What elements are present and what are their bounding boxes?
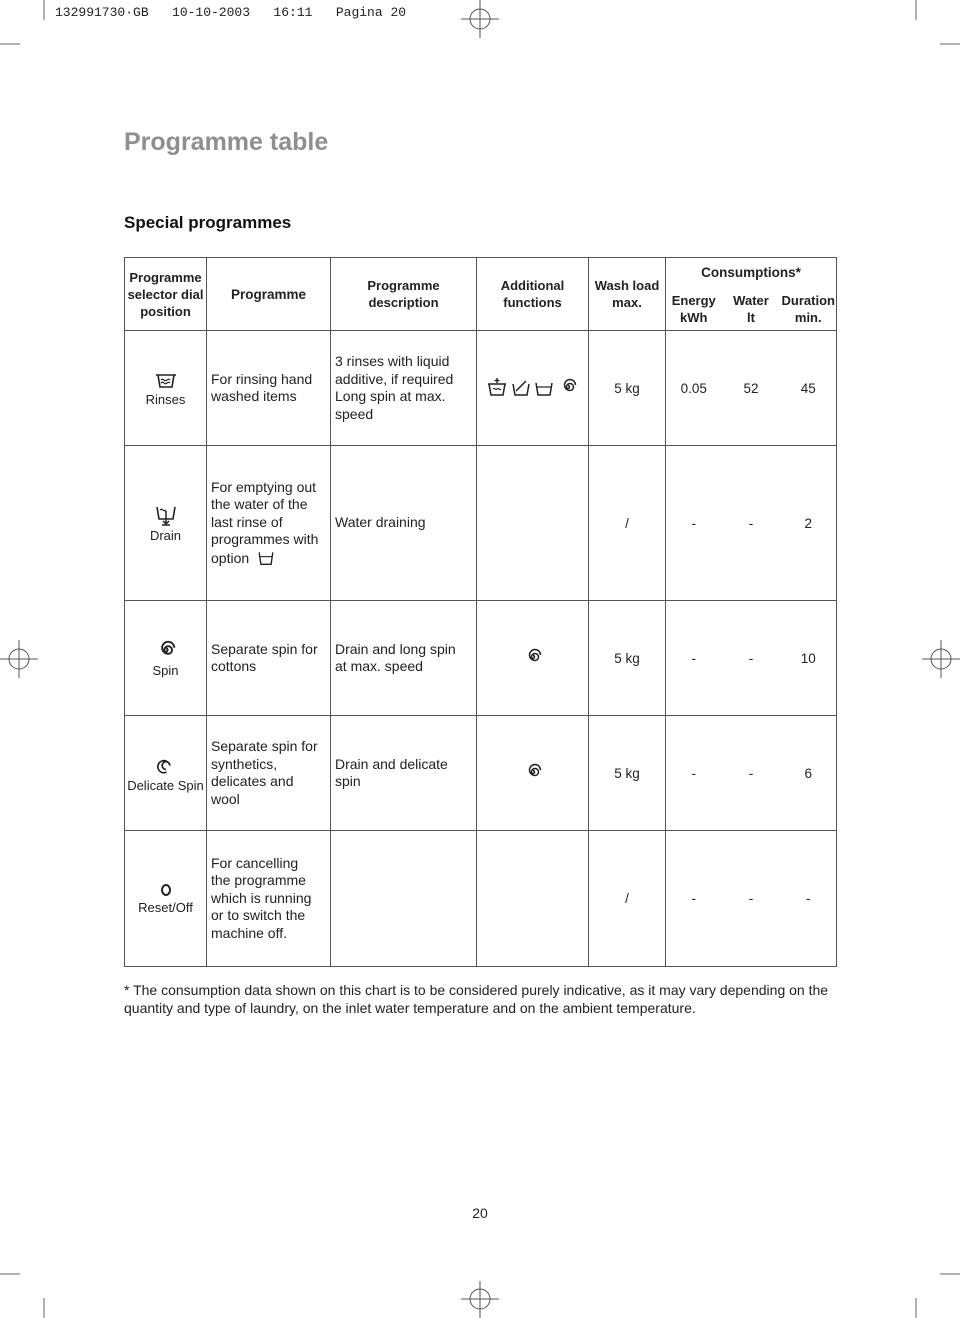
rinse-icon <box>155 370 177 390</box>
row-description: Water draining <box>331 446 477 601</box>
row-energy: 0.05 <box>666 331 722 446</box>
row-functions <box>477 446 589 601</box>
table-row <box>125 331 837 446</box>
row-duration: 10 <box>781 601 837 716</box>
row-position-reset-off: Reset/Off <box>125 831 207 967</box>
row-functions <box>477 831 589 967</box>
header-programme: Programme <box>207 258 331 331</box>
row-position-spin: Spin <box>125 601 207 716</box>
header-consumptions: Consumptions* <box>666 258 837 288</box>
programme-table <box>124 257 837 967</box>
row-washload: / <box>589 831 666 967</box>
row-description <box>331 831 477 967</box>
row-functions <box>477 601 589 716</box>
row-duration: 6 <box>781 716 837 831</box>
drain-icon <box>155 504 177 526</box>
row-washload: 5 kg <box>589 331 666 446</box>
row-washload: 5 kg <box>589 601 666 716</box>
reset-off-icon <box>159 882 173 898</box>
row-duration: 45 <box>781 331 837 446</box>
table-row <box>125 601 837 716</box>
row-washload: 5 kg <box>589 716 666 831</box>
header-duration: Duration min. <box>781 288 837 331</box>
row-energy: - <box>666 601 722 716</box>
delicate-spin-icon <box>155 754 177 776</box>
row-position-drain: Drain <box>125 446 207 601</box>
row-duration: - <box>781 831 837 967</box>
header-washload: Wash load max. <box>589 258 666 331</box>
row-water: - <box>722 446 781 601</box>
row-position-rinses: Rinses <box>125 331 207 446</box>
spin-icon <box>155 639 177 661</box>
header-functions: Additional functions <box>477 258 589 331</box>
header-position: Programme selector dial position <box>125 258 207 331</box>
rinse-hold-icon <box>534 377 554 397</box>
print-header: 132991730·GB 10-10-2003 16:11 Pagina 20 <box>55 5 407 20</box>
row-energy: - <box>666 716 722 831</box>
page-title: Programme table <box>124 128 329 156</box>
softener-icon <box>487 377 507 397</box>
row-programme: For rinsing hand washed items <box>207 331 331 446</box>
header-water: Water lt <box>722 288 781 331</box>
spin-icon <box>523 647 543 667</box>
row-programme: For cancelling the programme which is running or to switch the machine off. <box>207 831 331 967</box>
row-description: Drain and long spin at max. speed <box>331 601 477 716</box>
consumption-footnote: * The consumption data shown on this chart is to be considered purely indicative, as it may vary depending on the quantity and type of laundry, on the inlet water temperature and on the ambient temperature. <box>124 982 829 1016</box>
row-water: 52 <box>722 331 781 446</box>
row-description: 3 rinses with liquid additive, if required Long spin at max. speed <box>331 331 477 446</box>
header-energy: Energy kWh <box>666 288 722 331</box>
rinse-hold-icon <box>257 549 275 566</box>
row-water: - <box>722 831 781 967</box>
row-water: - <box>722 601 781 716</box>
section-title: Special programmes <box>124 213 292 232</box>
spin-icon <box>558 377 578 397</box>
row-programme: Separate spin for synthetics, delicates and wool <box>207 716 331 831</box>
row-functions <box>477 716 589 831</box>
half-load-icon <box>511 377 531 397</box>
row-energy: - <box>666 446 722 601</box>
row-programme: For emptying out the water of the last rinse of programmes with option <box>207 446 331 601</box>
table-row <box>125 716 837 831</box>
row-energy: - <box>666 831 722 967</box>
header-description: Programme description <box>331 258 477 331</box>
row-water: - <box>722 716 781 831</box>
row-functions <box>477 331 589 446</box>
table-row <box>125 446 837 601</box>
row-washload: / <box>589 446 666 601</box>
row-position-delicate-spin: Delicate Spin <box>125 716 207 831</box>
table-row <box>125 831 837 967</box>
page-number: 20 <box>472 1205 488 1221</box>
row-description: Drain and delicate spin <box>331 716 477 831</box>
row-programme: Separate spin for cottons <box>207 601 331 716</box>
row-duration: 2 <box>781 446 837 601</box>
spin-icon <box>523 762 543 782</box>
